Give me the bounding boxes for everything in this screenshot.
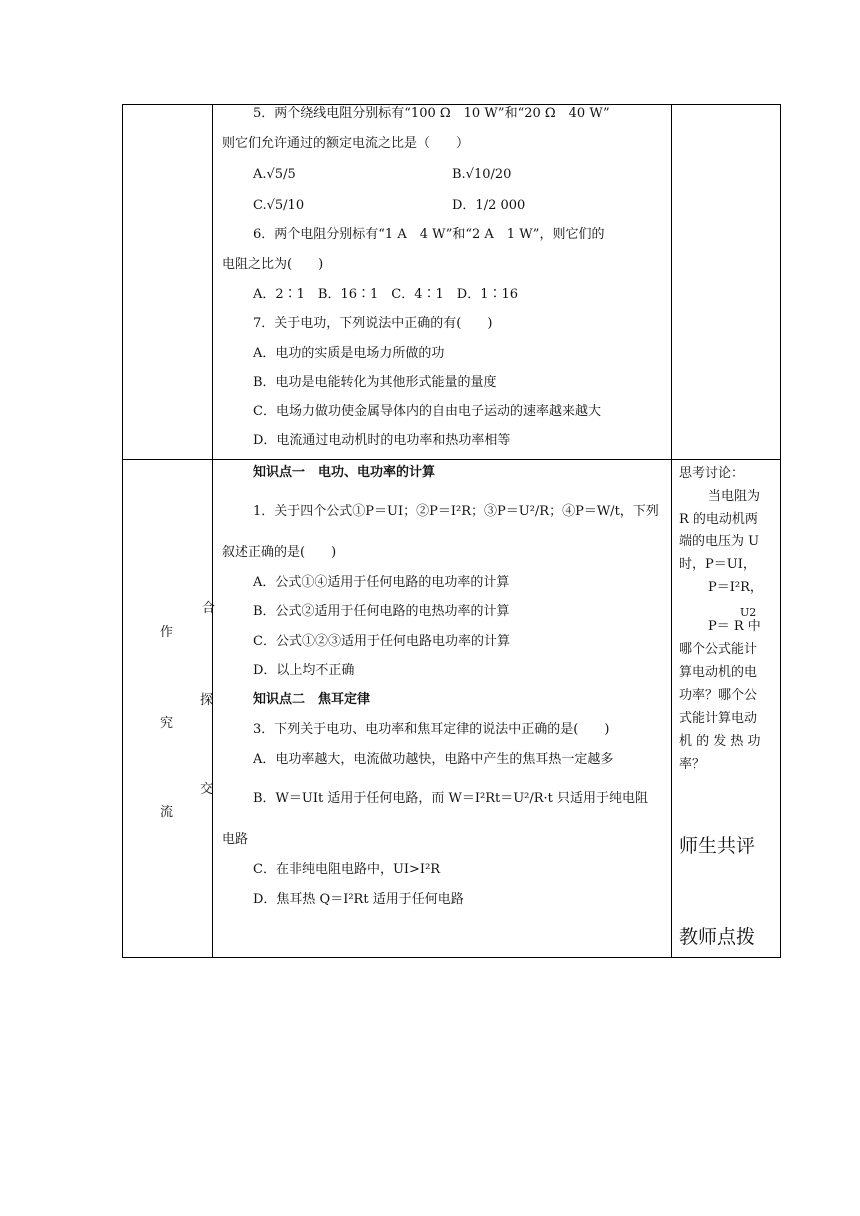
question-3-option-a: A．电功率越大，电流做功越快，电路中产生的焦耳热一定越多 [253, 752, 614, 767]
section-label-char: 探 [200, 693, 214, 708]
question-1-option-d: D．以上均不正确 [253, 663, 355, 678]
table-row-divider [122, 459, 781, 460]
knowledge-point-1-title: 知识点一 电功、电功率的计算 [253, 465, 436, 480]
question-1-option-c: C．公式①②③适用于任何电路电功率的计算 [253, 634, 510, 649]
question-7-stem: 7．关于电功，下列说法中正确的有( ) [253, 316, 493, 331]
question-5-option-b: B.√10/20 [452, 167, 512, 182]
side-line: 机 的 发 热 功 [679, 734, 761, 749]
side-heading: 思考讨论： [679, 466, 745, 481]
question-5-option-c: C.√5/10 [253, 198, 305, 213]
question-1-stem-line1: 1．关于四个公式①P＝UI；②P＝I²R；③P＝U²/R；④P＝W/t，下列 [253, 504, 659, 519]
table-left-border [122, 104, 123, 958]
table-bottom-border [122, 957, 781, 958]
section-label-char: 交 [200, 782, 214, 797]
section-label-char: 究 [160, 716, 174, 731]
question-7-option-d: D．电流通过电动机时的电功率和热功率相等 [253, 433, 511, 448]
question-7-option-b: B．电功是电能转化为其他形式能量的量度 [253, 375, 497, 390]
question-1-option-b: B．公式②适用于任何电路的电热功率的计算 [253, 604, 510, 619]
table-right-border [780, 104, 781, 958]
teacher-student-review: 师生共评 [679, 835, 756, 857]
teacher-guidance: 教师点拨 [679, 926, 756, 948]
question-3-option-b-line1: B．W＝UIt 适用于任何电路，而 W＝I²Rt＝U²/R·t 只适用于纯电阻 [253, 791, 649, 806]
question-6-options: A．2∶1 B．16∶1 C．4∶1 D．1∶16 [253, 287, 519, 302]
question-3-option-c: C．在非纯电阻电路中，UI>I²R [253, 862, 441, 877]
table-col-divider-2 [671, 104, 672, 958]
question-7-option-c: C．电场力做功使金属导体内的自由电子运动的速率越来越大 [253, 404, 601, 419]
section-label-char: 合 [202, 601, 216, 616]
question-3-stem: 3．下列关于电功、电功率和焦耳定律的说法中正确的是( ) [253, 722, 610, 737]
section-label-char: 作 [160, 625, 174, 640]
side-line: R 的电动机两 [679, 512, 758, 527]
question-3-option-d: D．焦耳热 Q＝I²Rt 适用于任何电路 [253, 892, 464, 907]
side-line: P＝ R 中 [708, 619, 761, 634]
table-col-divider-1 [212, 104, 213, 958]
question-1-option-a: A．公式①④适用于任何电路的电功率的计算 [253, 575, 510, 590]
side-line: 式能计算电动 [679, 711, 758, 726]
side-line: 功率？哪个公 [679, 688, 758, 703]
section-label-char: 流 [160, 805, 174, 820]
question-5-stem-line1: 5．两个绕线电阻分别标有“100 Ω 10 W”和“20 Ω 40 W” [253, 106, 610, 121]
side-line: 哪个公式能计 [679, 642, 758, 657]
side-line: 端的电压为 U [679, 534, 760, 549]
side-line: 率？ [679, 757, 706, 772]
side-formula-numerator: U2 [740, 606, 757, 619]
knowledge-point-2-title: 知识点二 焦耳定律 [253, 692, 371, 707]
question-5-stem-line2: 则它们允许通过的额定电流之比是（ ） [222, 136, 470, 151]
question-6-stem-line2: 电阻之比为( ) [222, 257, 324, 272]
question-5-option-d: D．1/2 000 [452, 198, 526, 213]
side-line: 算电动机的电 [679, 665, 758, 680]
side-line: 当电阻为 [708, 489, 761, 504]
question-7-option-a: A．电功的实质是电场力所做的功 [253, 346, 445, 361]
question-1-stem-line2: 叙述正确的是( ) [222, 545, 337, 560]
question-6-stem-line1: 6．两个电阻分别标有“1 A 4 W”和“2 A 1 W”，则它们的 [253, 227, 605, 242]
question-3-option-b-line2: 电路 [222, 832, 249, 847]
question-5-option-a: A.√5/5 [253, 167, 296, 182]
side-line: 时，P＝UI， [679, 557, 756, 572]
side-line: P＝I²R， [708, 580, 763, 595]
